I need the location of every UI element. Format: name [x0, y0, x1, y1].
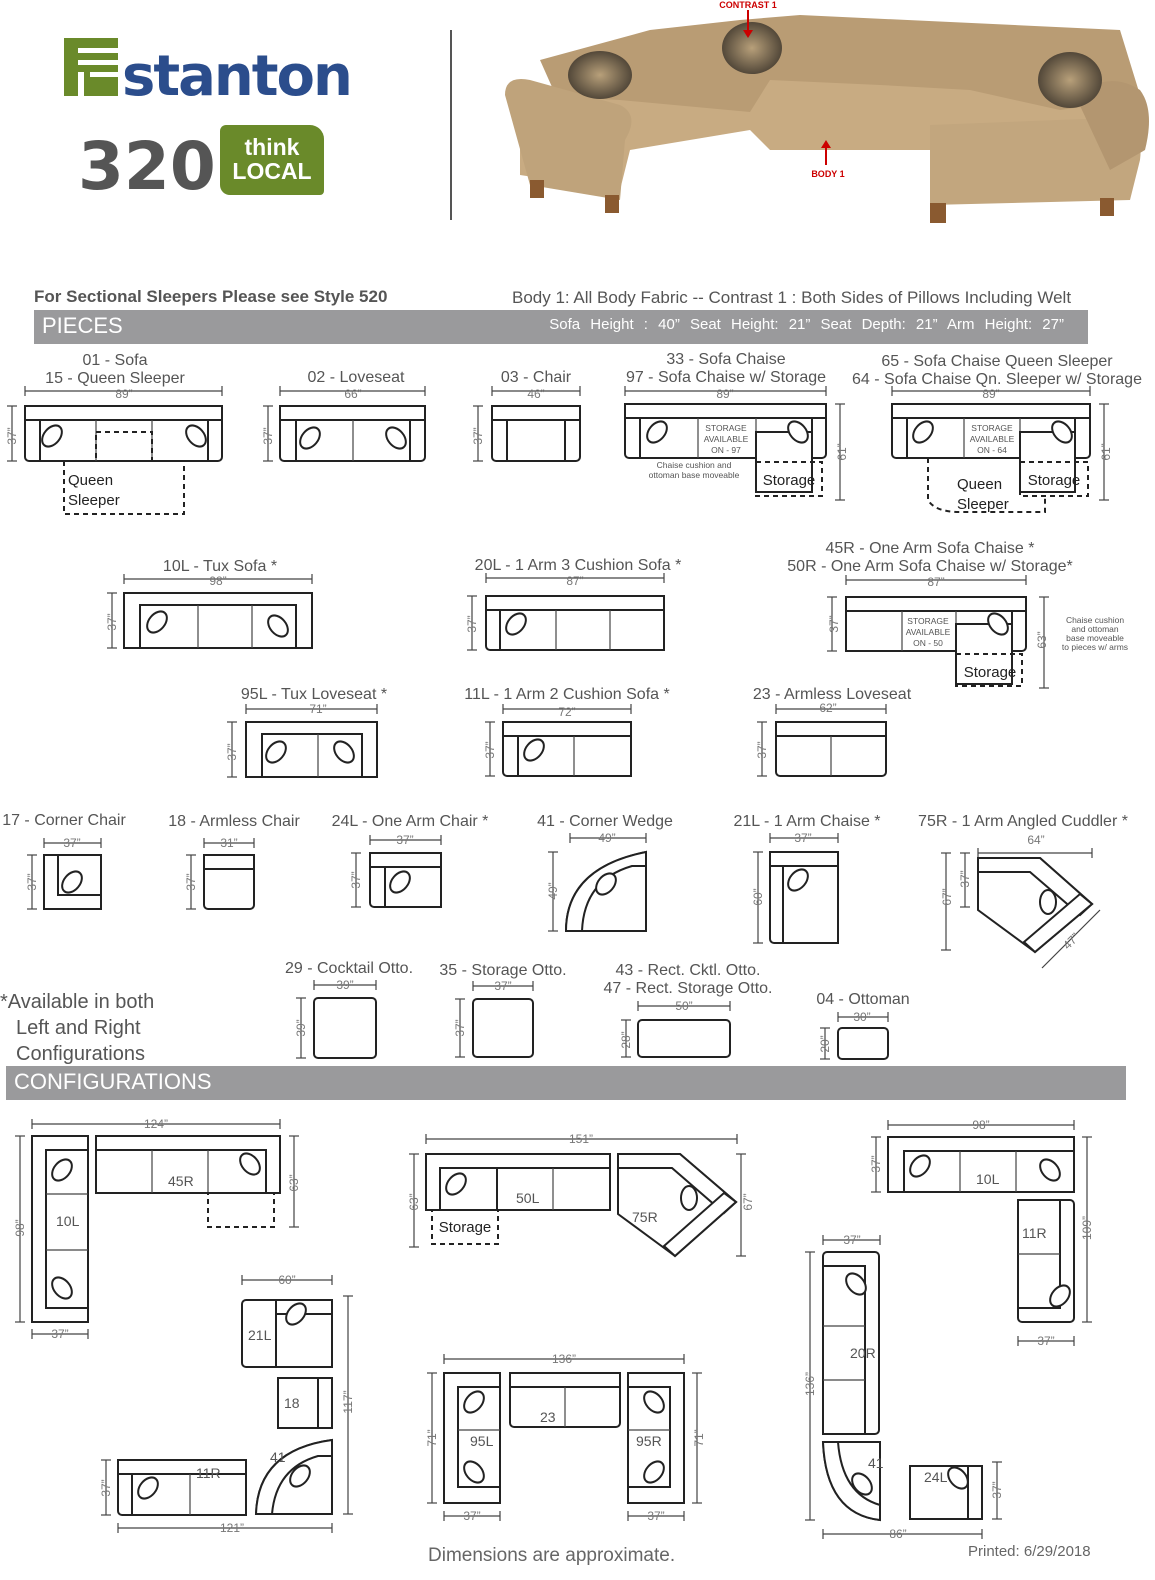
arm3-height: 37”	[465, 615, 479, 633]
svg-text:STORAGE: STORAGE	[907, 616, 949, 626]
tux-sofa-height: 37”	[105, 613, 119, 631]
label-armless-chair: 18 - Armless Chair	[168, 813, 300, 830]
label-cuddler: 75R - 1 Arm Angled Cuddler *	[918, 813, 1128, 830]
piece-chair-drawing	[471, 386, 580, 461]
config-4-p4: 11R	[196, 1465, 221, 1481]
piece-armless-chair-drawing	[184, 836, 254, 909]
config-4-p2: 18	[284, 1395, 300, 1411]
svg-text:to pieces w/ arms: to pieces w/ arms	[1061, 642, 1129, 652]
piece-ottoman-drawing	[818, 1010, 888, 1059]
config-6-bottom: 86”	[889, 1527, 907, 1541]
arm-chaise-width: 37”	[794, 831, 812, 845]
svg-text:and ottoman: and ottoman	[1071, 624, 1119, 634]
svg-text:Chaise cushion and: Chaise cushion and	[656, 460, 732, 470]
rect-otto-height: 28”	[619, 1031, 633, 1049]
corner-wedge-width: 49”	[598, 831, 616, 845]
svg-text:AVAILABLE: AVAILABLE	[905, 627, 951, 637]
loveseat-width: 66”	[344, 387, 362, 401]
config-6-width: 37”	[843, 1233, 861, 1247]
pieces-specs: Sofa Height : 40” Seat Height: 21” Seat Depth: 21” Arm Height: 27”	[549, 316, 1064, 333]
label-rect-otto-1: 43 - Rect. Cktl. Otto.	[615, 962, 761, 979]
config-3-height: 37”	[869, 1155, 883, 1173]
config-2-storage: Storage	[438, 1219, 492, 1236]
config-2-h2: 67”	[741, 1193, 755, 1211]
corner-wedge-height: 49”	[546, 882, 560, 900]
config-4-width: 60”	[278, 1273, 296, 1287]
label-sofa-chaise-1: 33 - Sofa Chaise	[666, 351, 786, 368]
config-5-width: 136”	[551, 1352, 577, 1366]
cuddler-width: 64”	[1027, 833, 1045, 847]
sleeper-note: For Sectional Sleepers Please see Style 520	[34, 287, 388, 306]
arm2-height: 37”	[483, 741, 497, 759]
config-5-drawing	[425, 1352, 706, 1523]
sofa-sleeper-2: Sleeper	[68, 492, 120, 509]
queen-chaise-sleeper-2: Sleeper	[957, 496, 1009, 513]
one-arm-chair-height: 37”	[349, 871, 363, 889]
config-6-p3: 24L	[924, 1469, 948, 1485]
sofa-chaise-storage: Storage	[762, 472, 816, 489]
piece-corner-wedge-drawing	[546, 831, 646, 931]
config-1-width: 124”	[143, 1117, 169, 1131]
config-4-left: 37”	[99, 1479, 113, 1497]
corner-chair-width: 37”	[63, 836, 81, 850]
label-one-arm-chaise-2: 50R - One Arm Sofa Chaise w/ Storage*	[787, 558, 1073, 575]
dimensions-note: Dimensions are approximate.	[428, 1545, 676, 1566]
config-4-p1: 21L	[248, 1327, 272, 1343]
label-queen-chaise-2: 64 - Sofa Chaise Qn. Sleeper w/ Storage	[852, 371, 1142, 388]
config-1-left: 98”	[13, 1219, 27, 1237]
config-3-width: 98”	[972, 1118, 990, 1132]
availability-line2: Left and Right	[16, 1017, 141, 1039]
config-3-p2: 11R	[1022, 1225, 1047, 1241]
configurations-title: CONFIGURATIONS	[14, 1069, 212, 1094]
svg-text:AVAILABLE: AVAILABLE	[703, 434, 749, 444]
queen-chaise-storage: Storage	[1027, 472, 1081, 489]
availability-line1: *Available in both	[0, 991, 155, 1013]
piece-arm-chaise-drawing	[751, 831, 838, 943]
sofa-sleeper-1: Queen	[68, 472, 114, 489]
config-6-p1: 20R	[850, 1345, 876, 1361]
config-1-height: 63”	[287, 1174, 301, 1192]
label-loveseat: 02 - Loveseat	[307, 369, 405, 386]
svg-text:ottoman base moveable: ottoman base moveable	[648, 470, 740, 480]
svg-text:AVAILABLE: AVAILABLE	[969, 434, 1015, 444]
label-one-arm-chair: 24L - One Arm Chair *	[331, 813, 489, 830]
arm2-width: 72”	[558, 705, 576, 719]
label-cocktail: 29 - Cocktail Otto.	[284, 960, 414, 977]
label-armless-loveseat: 23 - Armless Loveseat	[752, 686, 912, 703]
config-5-b2: 37”	[647, 1509, 665, 1523]
think-local-line2: LOCAL	[232, 158, 312, 184]
config-2-p1: 50L	[516, 1190, 540, 1206]
label-arm3: 20L - 1 Arm 3 Cushion Sofa *	[474, 557, 682, 574]
svg-text:base moveable: base moveable	[1066, 633, 1124, 643]
piece-cuddler-drawing	[940, 833, 1100, 968]
config-2-p2: 75R	[632, 1209, 658, 1225]
sofa-chaise-width: 89”	[716, 387, 734, 401]
tux-loveseat-height: 37”	[225, 743, 239, 761]
svg-text:ON - 64: ON - 64	[977, 445, 1007, 455]
fabric-note: Body 1: All Body Fabric -- Contrast 1 : Both Sides of Pillows Including Welt	[512, 288, 1072, 307]
sofa-height: 37”	[5, 427, 19, 445]
config-6-height: 136”	[803, 1371, 817, 1397]
config-2-drawing	[407, 1132, 755, 1256]
armless-loveseat-height: 37”	[755, 741, 769, 759]
config-2-height: 63”	[407, 1193, 421, 1211]
cocktail-height: 39”	[294, 1019, 308, 1037]
piece-one-arm-chair-drawing	[349, 833, 441, 907]
brand-logo-text: stanton	[122, 44, 351, 109]
chair-height: 37”	[471, 427, 485, 445]
pieces-title: PIECES	[42, 313, 123, 338]
label-sofa-1: 01 - Sofa	[82, 352, 148, 369]
cocktail-width: 39”	[336, 978, 354, 992]
config-4-p3: 41	[270, 1449, 286, 1465]
piece-queen-chaise-drawing	[892, 386, 1113, 513]
label-storage-otto: 35 - Storage Otto.	[439, 962, 567, 979]
body-callout: BODY 1	[811, 169, 845, 179]
armless-loveseat-width: 62”	[819, 701, 837, 715]
queen-chaise-height: 61”	[1099, 443, 1113, 461]
cuddler-height2: 37”	[958, 870, 972, 888]
config-5-p1: 95L	[470, 1433, 494, 1449]
piece-cocktail-drawing	[294, 978, 376, 1058]
one-arm-chaise-height2: 63”	[1035, 631, 1049, 649]
label-one-arm-chaise-1: 45R - One Arm Sofa Chaise *	[825, 540, 1035, 557]
config-1-p2: 10L	[56, 1213, 80, 1229]
armless-chair-width: 31”	[220, 836, 238, 850]
think-local-line1: think	[244, 134, 300, 160]
label-sofa-chaise-2: 97 - Sofa Chaise w/ Storage	[625, 369, 827, 386]
arm-chaise-height: 60”	[751, 888, 765, 906]
loveseat-height: 37”	[261, 427, 275, 445]
config-3-p1: 10L	[976, 1171, 1000, 1187]
rect-otto-width: 50”	[675, 999, 693, 1013]
ottoman-height: 20”	[818, 1035, 832, 1053]
one-arm-chair-width: 37”	[396, 833, 414, 847]
piece-loveseat-drawing	[261, 386, 425, 461]
corner-chair-height: 37”	[25, 873, 39, 891]
label-queen-chaise-1: 65 - Sofa Chaise Queen Sleeper	[881, 353, 1113, 370]
one-arm-chaise-width: 87”	[927, 575, 945, 589]
label-ottoman: 04 - Ottoman	[816, 991, 910, 1008]
svg-text:STORAGE: STORAGE	[971, 423, 1013, 433]
one-arm-chaise-height: 37”	[827, 615, 841, 633]
availability-line3: Configurations	[16, 1043, 145, 1065]
config-3-right: 109”	[1080, 1215, 1094, 1241]
armless-chair-height: 37”	[184, 873, 198, 891]
config-4-bottom: 121”	[219, 1521, 245, 1535]
label-arm2: 11L - 1 Arm 2 Cushion Sofa *	[464, 686, 670, 703]
queen-chaise-width: 89”	[982, 387, 1000, 401]
config-3-drawing	[869, 1118, 1094, 1348]
piece-tux-sofa-drawing	[105, 574, 312, 648]
label-chair: 03 - Chair	[500, 369, 572, 386]
config-2-width: 151”	[568, 1132, 594, 1146]
label-tux-sofa: 10L - Tux Sofa *	[162, 558, 278, 575]
config-6-right: 37”	[990, 1481, 1004, 1499]
config-6-drawing	[803, 1233, 1004, 1541]
label-corner-wedge: 41 - Corner Wedge	[537, 813, 673, 830]
svg-text:ON - 97: ON - 97	[711, 445, 741, 455]
config-5-p2: 23	[540, 1409, 556, 1425]
tux-sofa-width: 98”	[209, 574, 227, 588]
config-5-height: 71”	[425, 1429, 439, 1447]
queen-chaise-sleeper-1: Queen	[957, 476, 1003, 493]
label-tux-loveseat: 95L - Tux Loveseat *	[240, 686, 388, 703]
config-5-b1: 37”	[463, 1509, 481, 1523]
piece-sofa-chaise-drawing	[625, 386, 849, 500]
printed-date: Printed: 6/29/2018	[968, 1543, 1091, 1560]
ottoman-width: 30”	[853, 1010, 871, 1024]
config-4-height: 117”	[341, 1390, 355, 1414]
contrast-callout: CONTRAST 1	[719, 0, 777, 10]
piece-tux-loveseat-drawing	[225, 702, 377, 777]
config-1-bottom: 37”	[51, 1327, 69, 1341]
piece-storage-otto-drawing	[453, 979, 533, 1057]
label-sofa-2: 15 - Queen Sleeper	[45, 370, 185, 387]
piece-rect-otto-drawing	[619, 999, 730, 1057]
config-5-p3: 95R	[636, 1433, 662, 1449]
config-6-p2: 41	[868, 1455, 884, 1471]
label-rect-otto-2: 47 - Rect. Storage Otto.	[603, 980, 773, 997]
piece-corner-chair-drawing	[25, 836, 101, 909]
piece-armless-loveseat-drawing	[755, 701, 886, 776]
svg-text:ON - 50: ON - 50	[913, 638, 943, 648]
piece-arm3-drawing	[465, 573, 664, 650]
arm3-width: 87”	[566, 574, 584, 588]
cuddler-depth: 47”	[1060, 930, 1083, 953]
config-5-h2: 71”	[692, 1429, 706, 1447]
storage-otto-width: 37”	[494, 979, 512, 993]
sofa-chaise-height: 61”	[835, 443, 849, 461]
svg-text:Chaise cushion: Chaise cushion	[1065, 615, 1125, 625]
cuddler-height: 67”	[940, 888, 954, 906]
svg-text:STORAGE: STORAGE	[705, 423, 747, 433]
label-corner-chair: 17 - Corner Chair	[2, 812, 126, 829]
config-1-p1: 45R	[168, 1173, 194, 1189]
label-arm-chaise: 21L - 1 Arm Chaise *	[733, 813, 881, 830]
storage-otto-height: 37”	[453, 1019, 467, 1037]
chair-width: 46”	[527, 387, 545, 401]
model-number: 320	[78, 128, 216, 205]
piece-arm2-drawing	[483, 704, 631, 776]
one-arm-chaise-storage: Storage	[963, 664, 1017, 681]
piece-sofa-drawing	[5, 386, 222, 514]
sofa-width: 89”	[115, 387, 133, 401]
piece-one-arm-chaise-drawing	[827, 575, 1128, 688]
config-3-bottom: 37”	[1037, 1334, 1055, 1348]
tux-loveseat-width: 71”	[309, 702, 327, 716]
config-4-drawing	[99, 1273, 355, 1535]
